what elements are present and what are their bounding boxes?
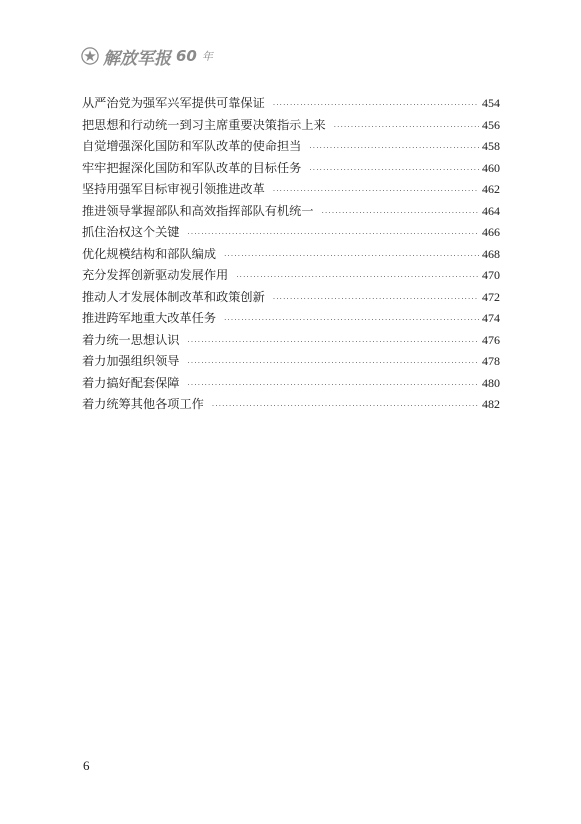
- toc-leader-dots: [188, 353, 480, 375]
- toc-leader-dots: [273, 95, 479, 117]
- toc-entry-title: 着力加强组织领导: [82, 354, 180, 368]
- toc-entry-page: 468: [482, 246, 500, 261]
- toc-entry[interactable]: [82, 394, 500, 416]
- logo-anniversary-number: 60: [176, 47, 197, 65]
- toc-entry[interactable]: [82, 115, 500, 137]
- toc-entry-title: 优化规模结构和部队编成: [82, 246, 217, 261]
- logo-anniversary-suffix: 年: [201, 50, 213, 63]
- toc-entry-page: 456: [482, 117, 500, 132]
- toc-leader-dots: [188, 332, 480, 354]
- toc-entry[interactable]: [82, 330, 500, 352]
- toc-leader-dots: [273, 289, 479, 311]
- page-number: 6: [83, 758, 90, 773]
- toc-entry[interactable]: [82, 351, 500, 373]
- toc-leader-dots: [309, 160, 479, 182]
- toc-entry[interactable]: [82, 373, 500, 395]
- toc-entry[interactable]: [82, 136, 500, 158]
- toc-entry-title: 着力统一思想认识: [82, 332, 180, 347]
- toc-entry-page: 482: [482, 397, 500, 411]
- toc-entry[interactable]: [82, 244, 500, 266]
- toc-entry-page: 462: [482, 182, 500, 196]
- masthead-logo: [81, 44, 213, 68]
- toc-entry-title: 充分发挥创新驱动发展作用: [82, 268, 229, 282]
- toc-leader-dots: [224, 310, 479, 332]
- toc-entry-page: 466: [482, 225, 500, 239]
- toc-entry[interactable]: [82, 287, 500, 309]
- army-emblem-icon: [81, 47, 99, 65]
- toc-entry-title: 把思想和行动统一到习主席重要决策指示上来: [82, 117, 326, 132]
- toc-entry-page: 464: [482, 203, 500, 218]
- toc-entry-page: 480: [482, 375, 500, 390]
- toc-entry-title: 牢牢把握深化国防和军队改革的目标任务: [82, 160, 302, 175]
- toc-entry-title: 抓住治权这个关键: [82, 225, 180, 239]
- toc-entry-page: 460: [482, 160, 500, 175]
- toc-leader-dots: [334, 117, 479, 139]
- toc-entry-page: 474: [482, 311, 500, 325]
- toc-entry-title: 推动人才发展体制改革和政策创新: [82, 289, 265, 304]
- toc-leader-dots: [212, 396, 479, 418]
- toc-entry-title: 自觉增强深化国防和军队改革的使命担当: [82, 139, 302, 153]
- toc-entry[interactable]: [82, 158, 500, 180]
- toc-entry[interactable]: [82, 179, 500, 201]
- toc-leader-dots: [309, 138, 479, 160]
- logo-text: 解放军报: [103, 48, 171, 69]
- toc-entry-title: 推进领导掌握部队和高效指挥部队有机统一: [82, 203, 314, 218]
- toc-leader-dots: [322, 203, 479, 225]
- toc-leader-dots: [224, 246, 479, 268]
- toc-entry-page: 454: [482, 96, 500, 110]
- toc-entry[interactable]: [82, 222, 500, 244]
- toc-entry-title: 着力统筹其他各项工作: [82, 397, 204, 411]
- toc-entry-page: 458: [482, 139, 500, 153]
- toc-leader-dots: [188, 375, 480, 397]
- toc-entry-title: 着力搞好配套保障: [82, 375, 180, 390]
- toc-entry[interactable]: [82, 308, 500, 330]
- toc-leader-dots: [273, 181, 479, 203]
- toc-entry-title: 坚持用强军目标审视引领推进改革: [82, 182, 265, 196]
- toc-entry[interactable]: [82, 93, 500, 115]
- toc-leader-dots: [236, 267, 479, 289]
- toc-entry[interactable]: [82, 201, 500, 223]
- toc-entry-page: 470: [482, 268, 500, 282]
- toc-entry-page: 472: [482, 289, 500, 304]
- table-of-contents: [82, 93, 500, 416]
- toc-entry-title: 推进跨军地重大改革任务: [82, 311, 217, 325]
- toc-entry-page: 476: [482, 332, 500, 347]
- toc-leader-dots: [188, 224, 480, 246]
- toc-entry-page: 478: [482, 354, 500, 368]
- toc-entry-title: 从严治党为强军兴军提供可靠保证: [82, 96, 265, 110]
- toc-entry[interactable]: [82, 265, 500, 287]
